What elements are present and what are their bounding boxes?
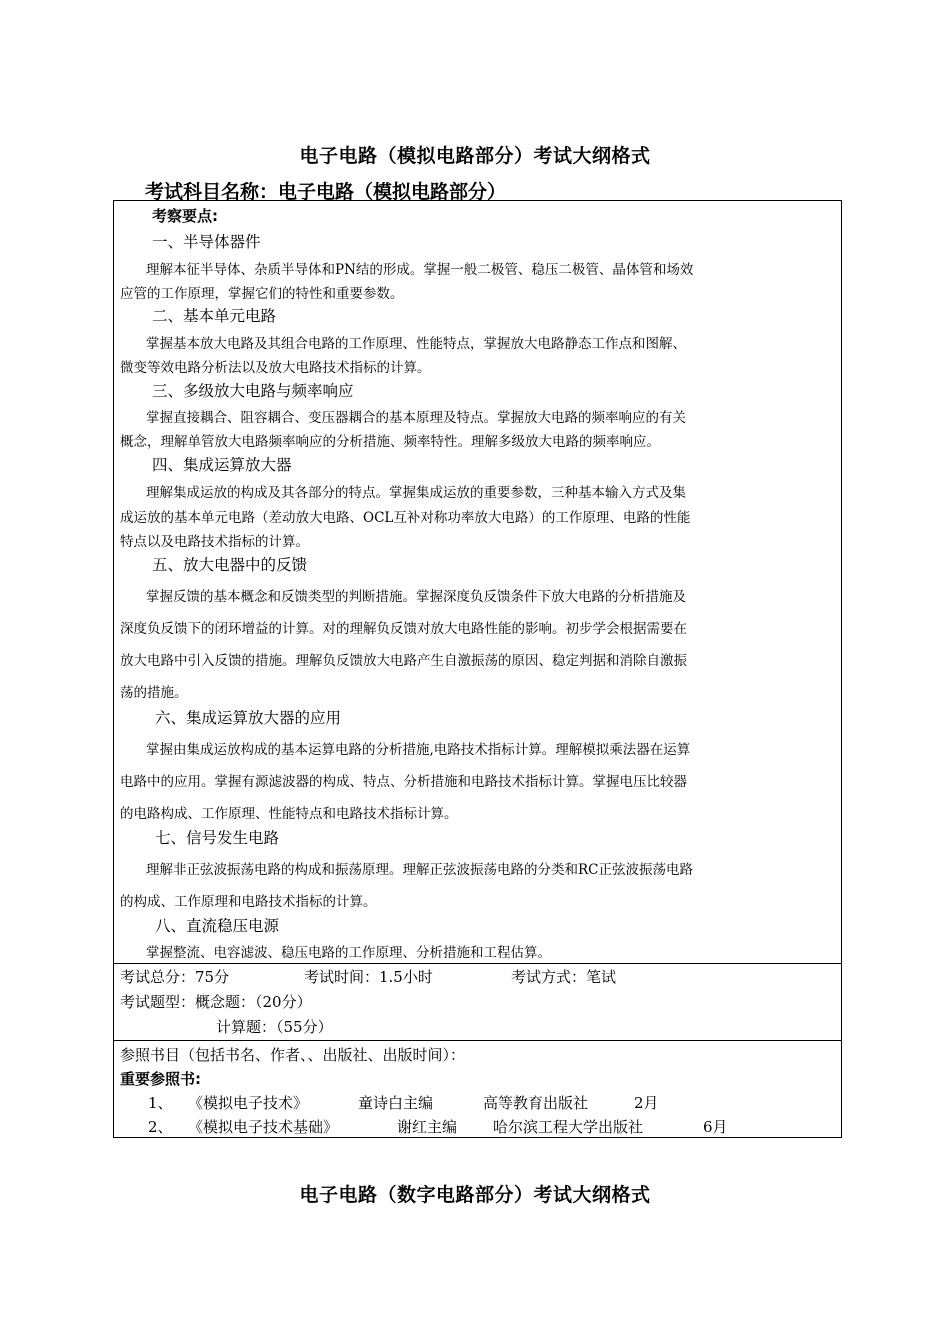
key-points-heading: 考察要点: [152,207,218,225]
book-month: 2月 [634,1094,659,1112]
section-text: 掌握整流、电容滤波、稳压电路的工作原理、分析措施和工程估算。 [146,945,551,961]
book-title: 《模拟电子技术》 [188,1094,309,1112]
section-text: 应管的工作原理，掌握它们的特性和重要参数。 [120,286,404,302]
exam-time: 考试时间：1.5小时 [304,968,433,986]
page-title: 电子电路（模拟电路部分）考试大纲格式 [299,145,651,167]
book-author: 童诗白主编 [358,1094,434,1112]
section-title: 六、集成运算放大器的应用 [155,709,342,727]
exam-method: 考试方式：笔试 [511,968,617,986]
book-author: 谢红主编 [397,1118,458,1136]
total-score: 考试总分：75分 [120,968,230,986]
section-text: 成运放的基本单元电路（差动放大电路、OCL互补对称功率放大电路）的工作原理、电路的性能 [120,510,691,526]
section-title: 八、直流稳压电源 [155,917,280,935]
section-text: 掌握反馈的基本概念和反馈类型的判断措施。掌握深度负反馈条件下放大电路的分析措施及 [146,589,686,605]
calc-questions: 计算题：（55分） [216,1018,333,1036]
section-title: 三、多级放大电路与频率响应 [152,382,354,400]
references-intro: 参照书目（包括书名、作者、、出版社、出版时间）： [120,1046,466,1064]
section-text: 掌握直接耦合、阻容耦合、变压器耦合的基本原理及特点。掌握放大电路的频率响应的有关 [146,410,686,426]
subject-name: 考试科目名称：电子电路（模拟电路部分） [145,181,507,203]
book-number: 1、 [148,1094,173,1112]
section-text: 电路中的应用。掌握有源滤波器的构成、特点、分析措施和电路技术指标计算。掌握电压比较器 [120,774,687,790]
section-text: 深度负反馈下的闭环增益的计算。对的理解负反馈对放大电路性能的影响。初步学会根据需要在 [120,621,687,637]
references-heading: 重要参照书: [120,1070,201,1088]
section-text: 掌握由集成运放构成的基本运算电路的分析措施,电路技术指标计算。理解模拟乘法器在运算 [146,742,691,758]
section-title: 一、半导体器件 [152,233,261,251]
section-text: 理解集成运放的构成及其各部分的特点。掌握集成运放的重要参数，三种基本输入方式及集 [146,485,686,501]
section-text: 放大电路中引入反馈的措施。理解负反馈放大电路产生自激振荡的原因、稳定判据和消除自激振 [120,653,687,669]
section-text: 特点以及电路技术指标的计算。 [120,534,309,550]
book-publisher: 哈尔滨工程大学出版社 [493,1118,644,1136]
book-title: 《模拟电子技术基础》 [188,1118,339,1136]
section-text: 理解非正弦波振荡电路的构成和振荡原理。理解正弦波振荡电路的分类和RC正弦波振荡电路 [146,862,693,878]
section-title: 五、放大电器中的反馈 [152,556,308,574]
section-title: 四、集成运算放大器 [152,456,292,474]
section-text: 微变等效电路分析法以及放大电路技术指标的计算。 [120,360,431,376]
section-text: 掌握基本放大电路及其组合电路的工作原理、性能特点，掌握放大电路静态工作点和图解、 [146,336,686,352]
section-text: 概念，理解单管放大电路频率响应的分析措施、频率特性。理解多级放大电路的频率响应。 [120,434,660,450]
section-text: 的电路构成、工作原理、性能特点和电路技术指标计算。 [120,806,458,822]
question-types: 考试题型：概念题：（20分） [120,993,312,1011]
section-title: 二、基本单元电路 [152,307,277,325]
book-publisher: 高等教育出版社 [483,1094,589,1112]
section-title: 七、信号发生电路 [155,829,280,847]
book-month: 6月 [703,1118,728,1136]
next-section-title: 电子电路（数字电路部分）考试大纲格式 [299,1184,651,1206]
section-text: 荡的措施。 [120,685,188,701]
section-text: 的构成、工作原理和电路技术指标的计算。 [120,894,377,910]
section-text: 理解本征半导体、杂质半导体和PN结的形成。掌握一般二极管、稳压二极管、晶体管和场效 [146,262,694,278]
book-number: 2、 [148,1118,173,1136]
